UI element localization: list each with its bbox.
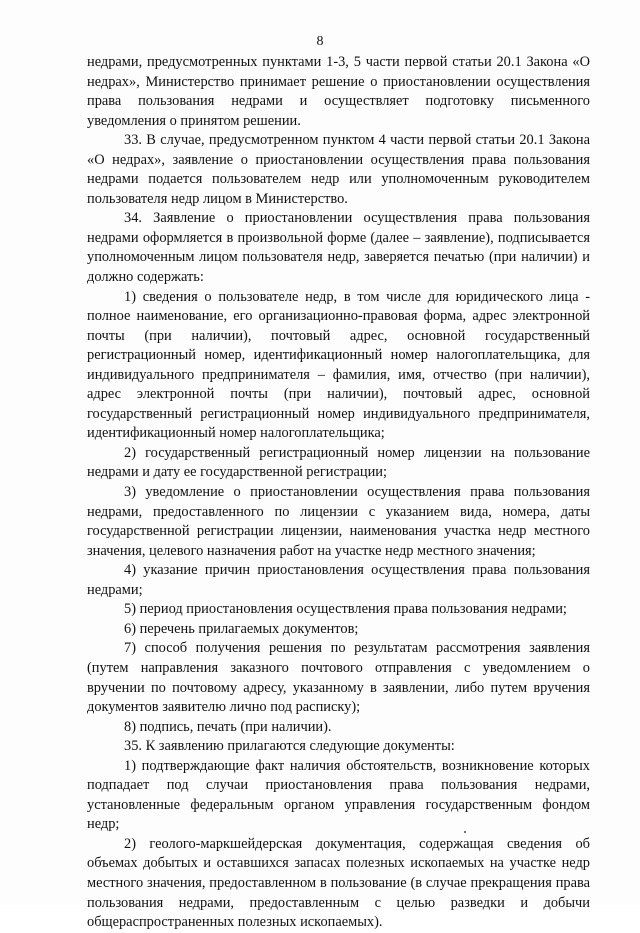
scan-speck xyxy=(464,831,466,833)
paragraph: 4) указание причин приостановления осуществления права пользования недрами; xyxy=(87,562,590,598)
page-number: 8 xyxy=(316,34,324,49)
paragraph: 3) уведомление о приостановлении осуществления права пользования недрами, предоставленного по лицензии с указанием вида, номера, даты государственной регистрации лицензии, наименования участка недр местного значения, целевого назначения работ на участке недр местного значения; xyxy=(87,484,590,559)
paragraph: 2) государственный регистрационный номер лицензии на пользование недрами и дату ее государственной регистрации; xyxy=(87,444,590,481)
paragraph: 2) геолого-маркшейдерская документация, содержащая сведения об объемах добытых и оставшихся запасах полезных ископаемых на участке недр местного значения, предоставленном в пользование (в случае прекращения права пользования недрами, предоставленным с целью разведки и добычи общераспространенных полезных ископаемых). xyxy=(87,835,590,931)
paragraph: 34. Заявление о приостановлении осуществления права пользования недрами оформляется в произвольной форме (далее – заявление), подписывается уполномоченным лицом пользователя недр, заверяется печатью (при наличии) и должно содержать: xyxy=(87,210,590,286)
paragraph: 6) перечень прилагаемых документов; xyxy=(124,620,359,637)
paragraph: 1) сведения о пользователе недр, в том числе для юридического лица - полное наименование, его организационно-правовая форма, адрес электронной почты (при наличии), почтовый адрес, основной государственный регистрационный номер, идентификационный номер налогоплательщика, для индивидуального предпринимателя – фамилия, имя, отчество (при наличии), адрес электронной почты (при наличии), почтовый адрес, основной государственный регистрационный номер индивидуального предпринимателя, идентификационный номер налогоплательщика; xyxy=(87,288,590,442)
paragraph: 8) подпись, печать (при наличии). xyxy=(124,718,332,735)
paragraph: 1) подтверждающие факт наличия обстоятельств, возникновение которых подпадает под случаи приостановления права пользования недрами, установленные федеральным органом управления государственным фондом недр; xyxy=(87,757,590,833)
paragraph: 7) способ получения решения по результатам рассмотрения заявления (путем направления заказного почтового отправления с уведомлением о вручении по почтовому адресу, указанному в заявлении, либо путем вручения документов заявителю лично под расписку); xyxy=(87,640,590,716)
document-body xyxy=(87,53,590,933)
paragraph: 35. К заявлению прилагаются следующие документы: xyxy=(124,738,455,755)
paragraph: недрами, предусмотренных пунктами 1-3, 5 части первой статьи 20.1 Закона «О недрах», Министерство принимает решение о приостановлении осуществления права пользования недрами и осуществляет подготовку письменного уведомления о принятом решении. xyxy=(87,54,590,129)
paragraph: 33. В случае, предусмотренном пунктом 4 части первой статьи 20.1 Закона «О недрах», заявление о приостановлении осуществления права пользования недрами подается пользователем недр или уполномоченным руководителем пользователя недр лицом в Министерство. xyxy=(87,132,590,207)
paragraph: 5) период приостановления осуществления права пользования недрами; xyxy=(124,601,567,618)
